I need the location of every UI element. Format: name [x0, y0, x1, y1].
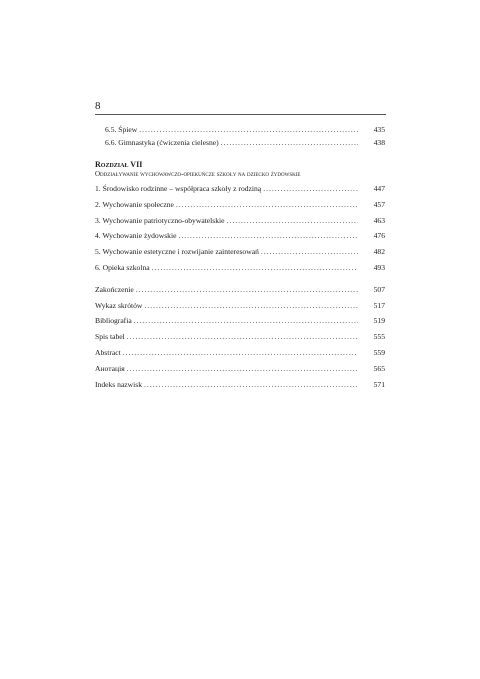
dot-leader [134, 317, 358, 325]
toc-entry-page: 559 [373, 347, 385, 357]
dot-leader [144, 381, 358, 389]
toc-entry-label: 6.6. Gimnastyka (ćwiczenia cielesne) [105, 138, 219, 147]
dot-leader [263, 185, 358, 193]
toc-entry-label: 6. Opieka szkolna [95, 262, 150, 272]
toc-entry-page: 476 [373, 231, 385, 241]
dot-leader [221, 139, 358, 147]
toc-entry-label: 2. Wychowanie społeczne [95, 199, 174, 209]
toc-entry-page: 517 [373, 300, 385, 310]
toc-entry-label: Zakończenie [95, 284, 134, 294]
toc-entry [95, 264, 385, 280]
dot-leader [178, 232, 358, 240]
toc-entry-label: Spis tabel [95, 332, 125, 342]
dot-leader [136, 286, 358, 294]
toc-entry [95, 302, 385, 318]
toc-entry-label: Indeks nazwisk [95, 379, 143, 389]
toc-entry [95, 217, 385, 233]
toc-entry-page: 457 [373, 199, 385, 209]
dot-leader [144, 302, 358, 310]
toc-entry-label: Анотація [95, 363, 125, 373]
toc-entry [95, 232, 385, 248]
chapter-subtitle: Oddziaływanie wychowawczo-opiekuńcze szkoły na dziecko żydowskie [95, 170, 301, 178]
toc-entry-page: 555 [373, 332, 385, 342]
toc-entry-label: 4. Wychowanie żydowskie [95, 231, 177, 241]
toc-entry-label: Wykaz skrótów [95, 300, 143, 310]
toc-entry-page: 565 [373, 363, 385, 373]
dot-leader [152, 264, 358, 272]
toc-entry-page: 463 [373, 215, 385, 225]
toc-entry-label: 6.5. Śpiew [105, 125, 138, 134]
dot-leader [176, 201, 358, 209]
toc-entry [95, 248, 385, 264]
table-of-contents [95, 126, 385, 396]
toc-entry-label: Bibliografia [95, 316, 132, 326]
toc-entry-page: 482 [373, 247, 385, 257]
toc-entry [95, 349, 385, 365]
toc-entry-page: 435 [373, 125, 385, 134]
toc-entry [95, 185, 385, 201]
toc-entry-label: 5. Wychowanie estetyczne i rozwijanie zainteresowań [95, 247, 259, 257]
toc-entry [95, 317, 385, 333]
chapter-title: Rozdział VII [95, 160, 143, 169]
toc-entry-subsection [95, 139, 385, 152]
toc-entry-label: 1. Środowisko rodzinne – współpraca szkoły z rodziną [95, 184, 262, 193]
toc-entry [95, 381, 385, 397]
toc-entry [95, 201, 385, 217]
dot-leader [123, 349, 358, 357]
toc-entry-label: Abstract [95, 347, 121, 357]
toc-entry [95, 365, 385, 381]
toc-entry-page: 519 [373, 316, 385, 326]
header-rule [95, 114, 386, 115]
dot-leader [127, 333, 358, 341]
toc-entry-page: 507 [373, 284, 385, 294]
dot-leader [227, 217, 358, 225]
toc-entry [95, 333, 385, 349]
dot-leader [261, 248, 358, 256]
dot-leader [139, 126, 358, 134]
toc-entry-label: 3. Wychowanie patriotyczno-obywatelskie [95, 215, 225, 225]
dot-leader [127, 365, 358, 373]
toc-entry-page: 571 [373, 379, 385, 389]
toc-entry [95, 286, 385, 302]
toc-entry-page: 493 [373, 262, 385, 272]
page-number: 8 [95, 100, 101, 112]
toc-entry-page: 447 [373, 184, 385, 193]
toc-entry-page: 438 [373, 138, 385, 147]
